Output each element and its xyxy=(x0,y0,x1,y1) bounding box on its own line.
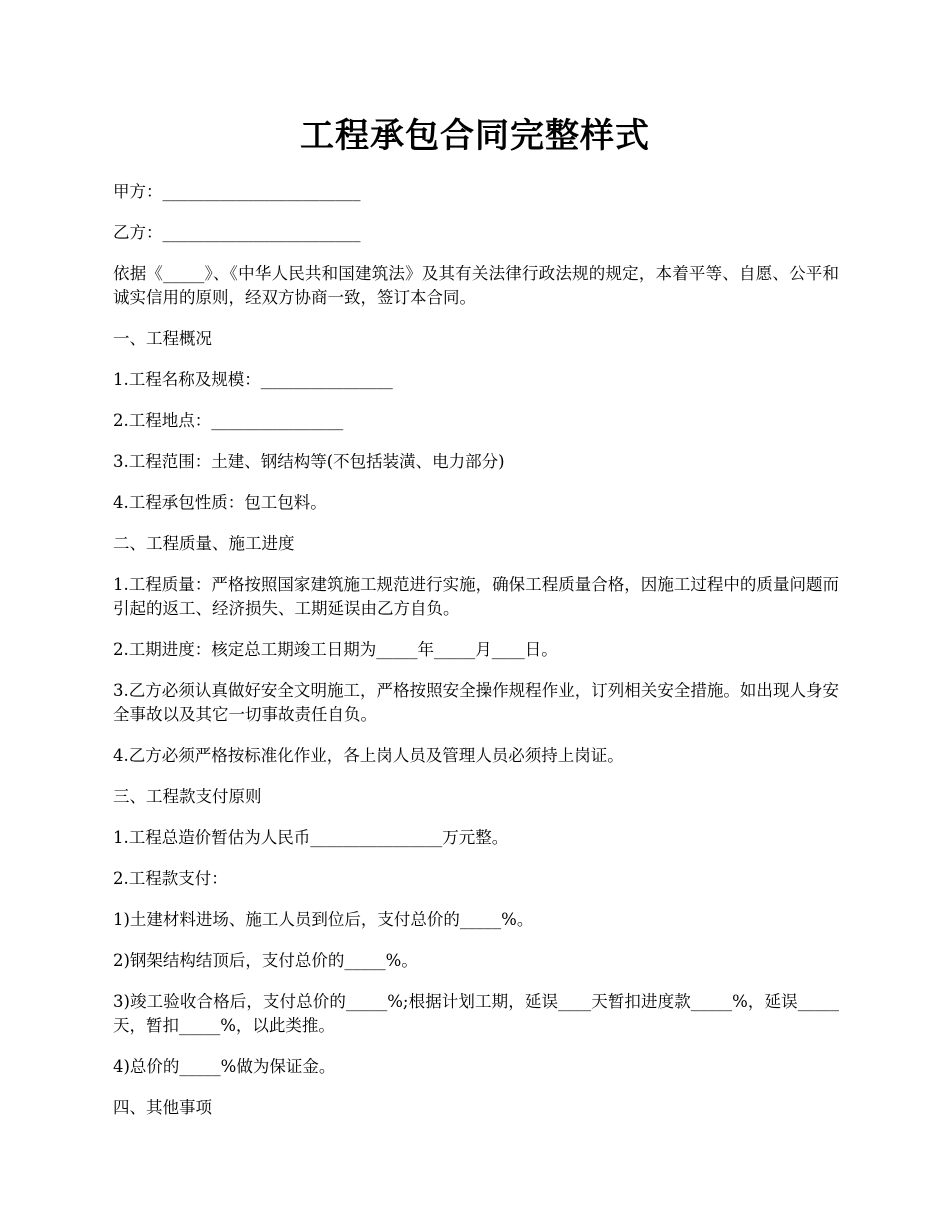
section-heading-payment: 三、工程款支付原则 xyxy=(113,787,262,806)
section-heading-overview: 一、工程概况 xyxy=(113,329,212,348)
clause-quality: 1.工程质量：严格按照国家建筑施工规范进行实施，确保工程质量合格，因施工过程中的质量问题而引起的返工、经济损失、工期延误由乙方自负。 xyxy=(113,575,839,618)
payment-item-1: 1)土建材料进场、施工人员到位后，支付总价的_____%。 xyxy=(113,910,534,929)
clause-project-location: 2.工程地点：________________ xyxy=(113,411,344,430)
clause-certification: 4.乙方必须严格按标准化作业，各上岗人员及管理人员必须持上岗证。 xyxy=(113,746,624,765)
section-heading-other: 四、其他事项 xyxy=(113,1098,212,1117)
clause-schedule: 2.工期进度：核定总工期竣工日期为_____年_____月____日。 xyxy=(113,640,558,659)
party-b-line: 乙方：________________________ xyxy=(113,223,361,242)
payment-item-3: 3)竣工验收合格后，支付总价的_____%;根据计划工期，延误____天暂扣进度款_____%，延误_____天，暂扣_____%，以此类推。 xyxy=(113,992,839,1035)
clause-project-scope: 3.工程范围：土建、钢结构等(不包括装潢、电力部分) xyxy=(113,452,505,471)
party-a-line: 甲方：________________________ xyxy=(113,182,361,201)
clause-contract-nature: 4.工程承包性质：包工包料。 xyxy=(113,493,327,512)
clause-payment-terms: 2.工程款支付： xyxy=(113,869,228,888)
payment-item-4: 4)总价的_____%做为保证金。 xyxy=(113,1057,336,1076)
preamble-paragraph: 依据《_____》、《中华人民共和国建筑法》及其有关法律行政法规的规定，本着平等、自愿、公平和诚实信用的原则，经双方协商一致，签订本合同。 xyxy=(113,264,839,307)
document-title: 工程承包合同完整样式 xyxy=(300,116,650,156)
clause-project-name: 1.工程名称及规模：________________ xyxy=(113,370,393,389)
document-body xyxy=(113,180,839,1137)
payment-item-2: 2)钢架结构结顶后，支付总价的_____%。 xyxy=(113,951,418,970)
clause-safety: 3.乙方必须认真做好安全文明施工，严格按照安全操作规程作业，订列相关安全措施。如出现人身安全事故以及其它一切事故责任自负。 xyxy=(113,681,839,724)
section-heading-quality: 二、工程质量、施工进度 xyxy=(113,534,295,553)
clause-total-cost: 1.工程总造价暂估为人民币________________万元整。 xyxy=(113,828,509,847)
